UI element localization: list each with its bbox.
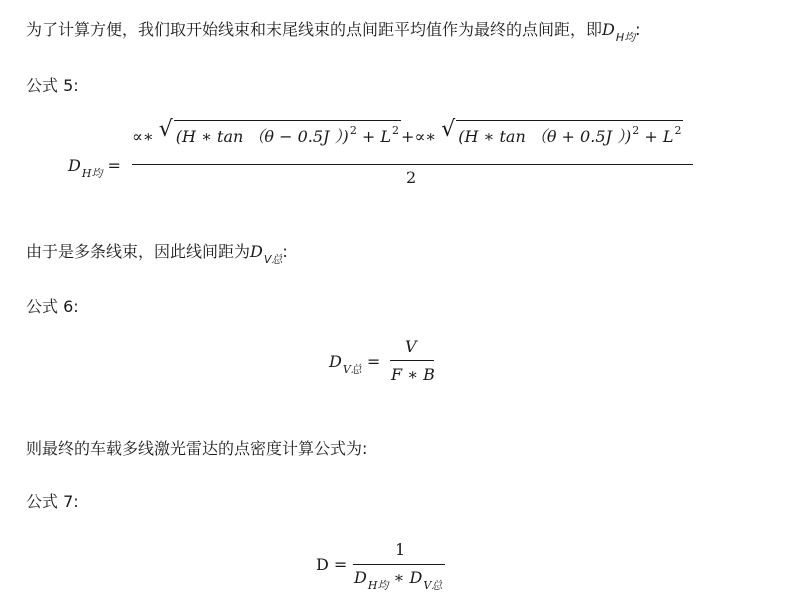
colon: :	[282, 242, 288, 261]
eq5-denominator: 2	[406, 168, 417, 187]
eq5-fraction-bar	[132, 164, 693, 165]
eq6-lhs-sub: V总	[342, 363, 362, 376]
eq5-rad1-exp2: 2	[392, 124, 400, 137]
paragraph-text: 由于是多条线束，因此线间距为	[26, 242, 251, 261]
eq7-den-op: ∗	[393, 568, 405, 587]
eq5-rad1: (H ∗ tan （θ − 0.5J ）)	[175, 127, 349, 146]
eq7-den-var2: D	[409, 568, 423, 587]
eq7-den-sub2: V总	[423, 579, 443, 592]
variable-d: D	[250, 242, 263, 261]
eq7-fraction-bar	[353, 564, 445, 565]
eq6-lhs	[329, 352, 381, 376]
eq5-sqrt-2	[441, 117, 683, 147]
eq7-denominator	[354, 568, 443, 592]
eq5-rad1-exp: 2	[349, 124, 357, 137]
eq6-lhs-var: D	[329, 352, 342, 371]
sqrt-icon: √	[158, 117, 173, 142]
eq7-numerator: 1	[395, 540, 406, 559]
eq5-rad2-plus: + L	[644, 127, 674, 146]
eq5-lhs	[68, 156, 121, 180]
eq5-mid: +∝∗	[401, 127, 437, 146]
variable-d: D	[602, 20, 615, 39]
eq5-equals: =	[107, 156, 121, 175]
eq7-lhs	[316, 555, 347, 574]
subscript-v-total: V总	[263, 253, 283, 266]
paragraph-point-density: 则最终的车载多线激光雷达的点密度计算公式为:	[26, 439, 368, 458]
eq6-equals: =	[366, 352, 381, 371]
sqrt-icon: √	[441, 117, 456, 142]
eq7-den-var1: D	[354, 568, 367, 587]
eq7-equals: =	[333, 555, 348, 574]
eq7-lhs-var: D	[316, 555, 329, 574]
eq5-lhs-var: D	[68, 156, 81, 175]
formula-7-label: 公式 7:	[26, 492, 79, 511]
eq7-den-sub1: H均	[367, 579, 389, 592]
paragraph-text: 为了计算方便，我们取开始线束和末尾线束的点间距平均值作为最终的点间距，即	[26, 20, 603, 39]
formula-5-label: 公式 5:	[26, 76, 79, 95]
eq5-numerator	[132, 117, 683, 147]
eq6-denominator: F ∗ B	[391, 365, 435, 384]
eq5-alpha1: ∝∗	[132, 127, 154, 146]
eq5-rad1-plus: + L	[361, 127, 392, 146]
eq6-fraction-bar	[390, 360, 434, 361]
eq5-rad2-exp2: 2	[674, 124, 682, 137]
formula-6-label: 公式 6:	[26, 297, 79, 316]
eq5-rad2-exp: 2	[632, 124, 640, 137]
paragraph-line-spacing	[26, 242, 288, 264]
paragraph-average-spacing	[26, 20, 641, 42]
subscript-h-avg: H均	[615, 31, 636, 44]
eq6-numerator: V	[405, 337, 417, 356]
eq5-sqrt-1	[158, 117, 401, 147]
colon: :	[635, 20, 641, 39]
eq5-lhs-sub: H均	[81, 167, 103, 180]
eq5-rad2: (H ∗ tan （θ + 0.5J ）)	[458, 127, 632, 146]
